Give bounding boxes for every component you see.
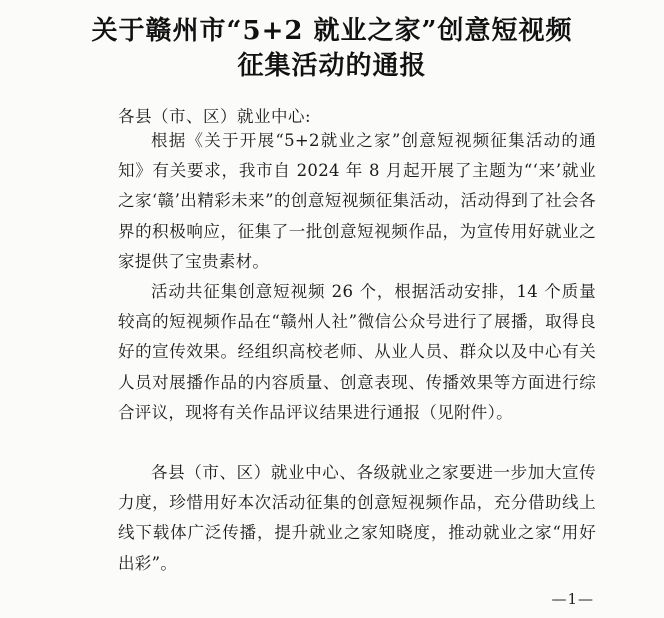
- page-number: —1—: [551, 590, 594, 608]
- document-title-line-2: 征集活动的通报: [237, 51, 427, 81]
- salutation: 各县（市、区）就业中心:: [118, 107, 312, 126]
- paragraph-1: 根据《关于开展“5+2就业之家”创意短视频征集活动的通知》有关要求，我市自 2024 年 8 月起开展了主题为“‘来’就业之家‘赣’出精彩未来”的创意短视频征集活动，活动得到了社会各界的积极响应，征集了一批创意短视频作品，为宣传用好就业之家提供了宝贵素材。: [118, 131, 596, 271]
- paragraph-3: 各县（市、区）就业中心、各级就业之家要进一步加大宣传力度，珍惜用好本次活动征集的创意短视频作品，充分借助线上线下载体广泛传播，提升就业之家知晓度，推动就业之家“用好出彩”。: [118, 463, 596, 573]
- paragraph-2: 活动共征集创意短视频 26 个，根据活动安排，14 个质量较高的短视频作品在“赣州人社”微信公众号进行了展播，取得良好的宣传效果。经组织高校老师、从业人员、群众以及中心有关人员对展播作品的内容质量、创意表现、传播效果等方面进行综合评议，现将有关作品评议结果进行通报（见附件）。: [118, 282, 596, 422]
- document-title-line-1: 关于赣州市“5+2 就业之家”创意短视频: [91, 16, 573, 46]
